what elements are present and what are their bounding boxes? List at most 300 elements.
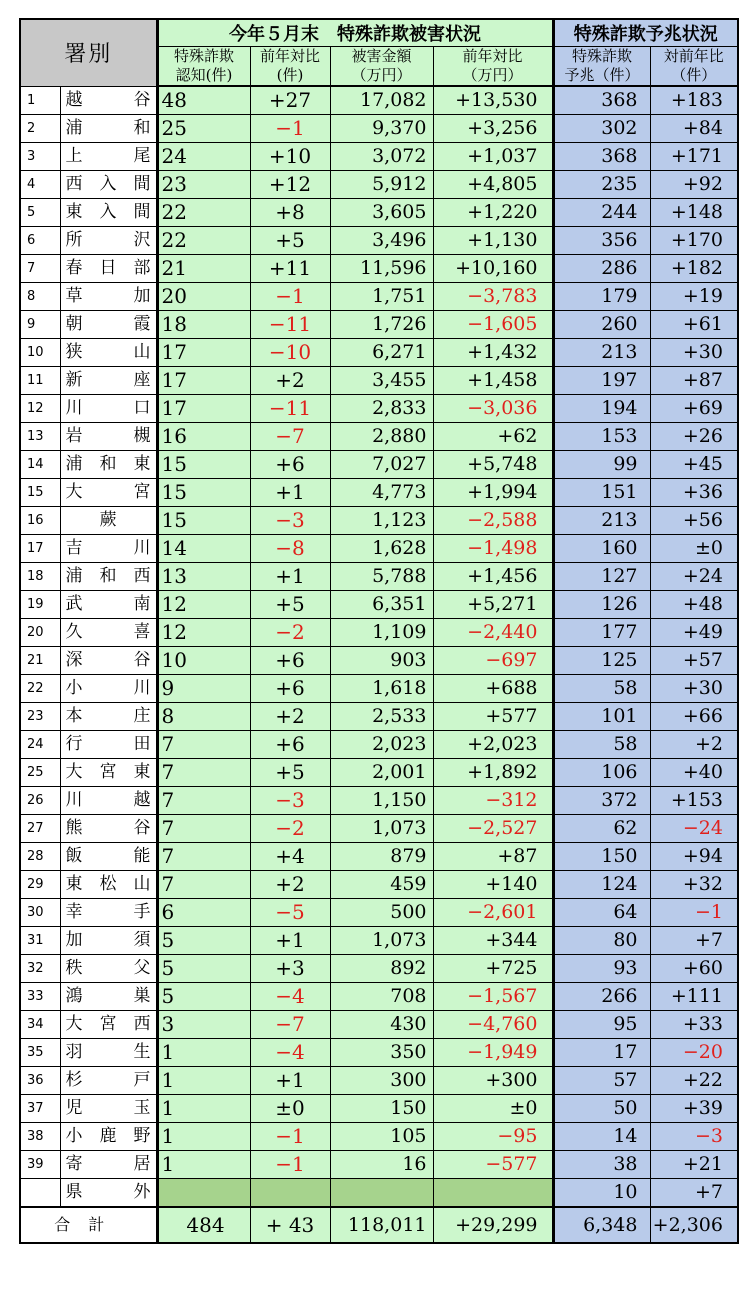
amount-diff: +1,892 (433, 759, 553, 787)
station-name (60, 871, 157, 899)
sign-diff: +60 (650, 955, 738, 983)
table-row (20, 983, 738, 1011)
empty-cell (157, 1179, 250, 1208)
cases-count: 1 (157, 1039, 250, 1067)
sign-diff: +171 (650, 143, 738, 171)
cases-count: 5 (157, 927, 250, 955)
damage-amount: 1,073 (330, 815, 433, 843)
amount-diff: ±0 (433, 1095, 553, 1123)
amount-diff: −1,567 (433, 983, 553, 1011)
cases-count: 7 (157, 815, 250, 843)
sign-diff: +30 (650, 339, 738, 367)
col-header-amount-diff (433, 47, 553, 87)
station-name (60, 367, 157, 395)
damage-amount: 105 (330, 1123, 433, 1151)
amount-diff: +87 (433, 843, 553, 871)
damage-amount: 2,001 (330, 759, 433, 787)
table-row (20, 759, 738, 787)
sign-count: 93 (553, 955, 650, 983)
station-name-text: 寄 居 (65, 1154, 151, 1174)
sign-diff: +39 (650, 1095, 738, 1123)
cases-count: 15 (157, 507, 250, 535)
station-name (60, 143, 157, 171)
sign-count: 80 (553, 927, 650, 955)
sign-count: 260 (553, 311, 650, 339)
sign-diff: +7 (650, 927, 738, 955)
col-header-line: 前年対比 (462, 47, 523, 65)
station-name (60, 507, 157, 535)
cases-diff: +3 (250, 955, 330, 983)
cases-count: 7 (157, 843, 250, 871)
row-number: 23 (20, 703, 60, 731)
table-row (20, 283, 738, 311)
amount-diff: +1,994 (433, 479, 553, 507)
col-header-cases-diff (250, 47, 330, 87)
station-name (60, 1095, 157, 1123)
station-name-text: 大 宮 西 (65, 1014, 151, 1034)
sign-diff: +61 (650, 311, 738, 339)
cases-count: 18 (157, 311, 250, 339)
station-name-text: 小 鹿 野 (65, 1126, 151, 1146)
damage-amount: 892 (330, 955, 433, 983)
sign-diff: −3 (650, 1123, 738, 1151)
station-name-text: 上 尾 (65, 146, 151, 166)
table-row (20, 227, 738, 255)
cases-diff: −2 (250, 619, 330, 647)
col-header-line: 予兆（件） (564, 66, 640, 84)
station-name-text: 浦 和 西 (65, 566, 151, 586)
sign-count: 235 (553, 171, 650, 199)
row-number: 25 (20, 759, 60, 787)
damage-amount: 350 (330, 1039, 433, 1067)
table-row (20, 311, 738, 339)
station-name (60, 423, 157, 451)
row-number: 39 (20, 1151, 60, 1179)
damage-amount: 300 (330, 1067, 433, 1095)
table-row (20, 255, 738, 283)
row-number: 3 (20, 143, 60, 171)
cases-count: 24 (157, 143, 250, 171)
damage-amount: 4,773 (330, 479, 433, 507)
damage-amount: 16 (330, 1151, 433, 1179)
cases-count: 23 (157, 171, 250, 199)
amount-diff: +1,458 (433, 367, 553, 395)
damage-amount: 3,072 (330, 143, 433, 171)
station-name (60, 927, 157, 955)
cases-count: 1 (157, 1095, 250, 1123)
sign-diff: +32 (650, 871, 738, 899)
station-name-text: 飯 能 (65, 846, 151, 866)
table-row (20, 423, 738, 451)
row-number: 17 (20, 535, 60, 563)
sign-count: 17 (553, 1039, 650, 1067)
station-name-text: 大 宮 (65, 482, 151, 502)
table-row (20, 395, 738, 423)
total-signs: 6,348 (553, 1207, 650, 1243)
damage-amount: 3,455 (330, 367, 433, 395)
station-name (60, 199, 157, 227)
cases-diff: −11 (250, 311, 330, 339)
amount-diff: −2,440 (433, 619, 553, 647)
station-name (60, 619, 157, 647)
sign-count: 372 (553, 787, 650, 815)
sign-count: 150 (553, 843, 650, 871)
station-name (60, 395, 157, 423)
damage-amount: 2,833 (330, 395, 433, 423)
sign-count: 38 (553, 1151, 650, 1179)
table-row (20, 1067, 738, 1095)
col-header-signs-diff (650, 47, 738, 87)
table-row (20, 871, 738, 899)
sign-count: 50 (553, 1095, 650, 1123)
sign-count: 95 (553, 1011, 650, 1039)
table-row (20, 619, 738, 647)
sign-diff: −20 (650, 1039, 738, 1067)
cases-count: 14 (157, 535, 250, 563)
damage-amount: 430 (330, 1011, 433, 1039)
cases-diff: +27 (250, 86, 330, 115)
sign-count: 151 (553, 479, 650, 507)
station-name-text: 幸 手 (65, 902, 151, 922)
station-name-text: 県 外 (65, 1182, 151, 1202)
station-name (60, 339, 157, 367)
station-name-text: 川 越 (65, 790, 151, 810)
damage-amount: 5,912 (330, 171, 433, 199)
row-number: 24 (20, 731, 60, 759)
station-name-text: 西 入 間 (65, 174, 151, 194)
sign-diff: +19 (650, 283, 738, 311)
cases-count: 15 (157, 451, 250, 479)
table-row (20, 1123, 738, 1151)
sign-diff: +94 (650, 843, 738, 871)
col-header-line: 特殊詐欺 (571, 47, 632, 65)
damage-amount: 1,150 (330, 787, 433, 815)
cases-diff: +1 (250, 927, 330, 955)
amount-diff: +577 (433, 703, 553, 731)
row-number: 19 (20, 591, 60, 619)
station-name (60, 1179, 157, 1208)
cases-count: 48 (157, 86, 250, 115)
sign-count: 153 (553, 423, 650, 451)
sign-count: 127 (553, 563, 650, 591)
station-name-text: 新 座 (65, 370, 151, 390)
row-number: 28 (20, 843, 60, 871)
table-row (20, 479, 738, 507)
cases-count: 1 (157, 1067, 250, 1095)
cases-count: 8 (157, 703, 250, 731)
col-header-amount (330, 47, 433, 87)
amount-diff: −312 (433, 787, 553, 815)
amount-diff: +1,220 (433, 199, 553, 227)
table-row (20, 86, 738, 115)
row-number-empty (20, 1179, 60, 1208)
station-name (60, 815, 157, 843)
station-name-text: 武 南 (65, 594, 151, 614)
cases-diff: −1 (250, 115, 330, 143)
station-name (60, 703, 157, 731)
station-name-text: 久 喜 (65, 622, 151, 642)
station-name (60, 731, 157, 759)
damage-amount: 708 (330, 983, 433, 1011)
row-number: 21 (20, 647, 60, 675)
row-number: 38 (20, 1123, 60, 1151)
damage-amount: 1,726 (330, 311, 433, 339)
table-row (20, 787, 738, 815)
row-number: 26 (20, 787, 60, 815)
total-row (20, 1207, 738, 1243)
amount-diff: +300 (433, 1067, 553, 1095)
table-row-outside (20, 1179, 738, 1208)
table-row (20, 563, 738, 591)
row-number: 10 (20, 339, 60, 367)
damage-amount: 3,605 (330, 199, 433, 227)
damage-amount: 1,628 (330, 535, 433, 563)
amount-diff: −2,601 (433, 899, 553, 927)
sign-status-header: 特殊詐欺予兆状況 (553, 19, 738, 47)
sign-diff: +148 (650, 199, 738, 227)
station-name-text: 川 口 (65, 398, 151, 418)
cases-count: 7 (157, 731, 250, 759)
station-name (60, 1123, 157, 1151)
cases-count: 6 (157, 899, 250, 927)
station-name (60, 479, 157, 507)
sign-count: 99 (553, 451, 650, 479)
sign-count: 356 (553, 227, 650, 255)
cases-diff: +10 (250, 143, 330, 171)
cases-diff: +11 (250, 255, 330, 283)
sign-count: 266 (553, 983, 650, 1011)
station-name (60, 983, 157, 1011)
col-header-line: (件) (276, 66, 304, 84)
damage-amount: 5,788 (330, 563, 433, 591)
station-name (60, 311, 157, 339)
row-number: 13 (20, 423, 60, 451)
sign-diff: +24 (650, 563, 738, 591)
row-number: 8 (20, 283, 60, 311)
sign-count: 244 (553, 199, 650, 227)
table-row (20, 647, 738, 675)
sign-diff: +7 (650, 1179, 738, 1208)
station-name-text: 熊 谷 (65, 818, 151, 838)
station-name-text: 東 入 間 (65, 202, 151, 222)
amount-diff: +13,530 (433, 86, 553, 115)
col-header-cases (157, 47, 250, 87)
sign-diff: +69 (650, 395, 738, 423)
sign-diff: +57 (650, 647, 738, 675)
station-name (60, 86, 157, 115)
empty-cell (250, 1179, 330, 1208)
station-name-text: 深 谷 (65, 650, 151, 670)
sign-count: 302 (553, 115, 650, 143)
col-header-line: 認知(件) (175, 66, 233, 84)
cases-count: 10 (157, 647, 250, 675)
damage-status-header: 今年５月末 特殊詐欺被害状況 (157, 19, 553, 47)
cases-count: 20 (157, 283, 250, 311)
station-name (60, 171, 157, 199)
row-number: 12 (20, 395, 60, 423)
station-name-text: 鴻 巣 (65, 986, 151, 1006)
cases-count: 12 (157, 591, 250, 619)
cases-count: 22 (157, 227, 250, 255)
cases-diff: +2 (250, 367, 330, 395)
cases-count: 7 (157, 871, 250, 899)
sign-diff: +2 (650, 731, 738, 759)
cases-diff: +5 (250, 591, 330, 619)
cases-count: 17 (157, 395, 250, 423)
amount-diff: −2,588 (433, 507, 553, 535)
stats-table-container (19, 18, 739, 1244)
row-number: 7 (20, 255, 60, 283)
cases-count: 13 (157, 563, 250, 591)
amount-diff: +1,432 (433, 339, 553, 367)
station-name-text: 狭 山 (65, 342, 151, 362)
station-name-text: 浦 和 東 (65, 454, 151, 474)
row-number: 9 (20, 311, 60, 339)
table-row (20, 703, 738, 731)
sign-count: 126 (553, 591, 650, 619)
cases-count: 25 (157, 115, 250, 143)
cases-diff: +6 (250, 731, 330, 759)
cases-count: 1 (157, 1151, 250, 1179)
cases-diff: −5 (250, 899, 330, 927)
sign-count: 14 (553, 1123, 650, 1151)
damage-amount: 3,496 (330, 227, 433, 255)
cases-diff: +1 (250, 563, 330, 591)
sign-count: 286 (553, 255, 650, 283)
table-row (20, 535, 738, 563)
table-row (20, 955, 738, 983)
sign-diff: +170 (650, 227, 738, 255)
sign-diff: +26 (650, 423, 738, 451)
station-name-text: 秩 父 (65, 958, 151, 978)
station-name (60, 451, 157, 479)
damage-amount: 1,618 (330, 675, 433, 703)
station-name (60, 759, 157, 787)
row-number: 33 (20, 983, 60, 1011)
sign-diff: +22 (650, 1067, 738, 1095)
sign-diff: +45 (650, 451, 738, 479)
sign-diff: +48 (650, 591, 738, 619)
table-row (20, 1011, 738, 1039)
cases-count: 15 (157, 479, 250, 507)
total-cases: 484 (157, 1207, 250, 1243)
station-name-text: 朝 霞 (65, 314, 151, 334)
cases-diff: +1 (250, 1067, 330, 1095)
sign-count: 197 (553, 367, 650, 395)
station-name-text: 行 田 (65, 734, 151, 754)
damage-amount: 1,123 (330, 507, 433, 535)
table-row (20, 843, 738, 871)
amount-diff: −3,783 (433, 283, 553, 311)
sign-count: 160 (553, 535, 650, 563)
station-name (60, 955, 157, 983)
cases-count: 3 (157, 1011, 250, 1039)
sign-count: 125 (553, 647, 650, 675)
cases-diff: −4 (250, 1039, 330, 1067)
damage-amount: 11,596 (330, 255, 433, 283)
cases-diff: −3 (250, 507, 330, 535)
row-number: 34 (20, 1011, 60, 1039)
station-name-text: 草 加 (65, 286, 151, 306)
amount-diff: +1,037 (433, 143, 553, 171)
station-name (60, 255, 157, 283)
cases-diff: +5 (250, 759, 330, 787)
total-cases-diff: + 43 (250, 1207, 330, 1243)
sign-diff: +30 (650, 675, 738, 703)
sign-count: 64 (553, 899, 650, 927)
damage-amount: 500 (330, 899, 433, 927)
total-amount: 118,011 (330, 1207, 433, 1243)
amount-diff: +5,748 (433, 451, 553, 479)
sign-diff: +84 (650, 115, 738, 143)
station-name-text: 春 日 部 (65, 258, 151, 278)
cases-count: 21 (157, 255, 250, 283)
sign-count: 213 (553, 507, 650, 535)
table-row (20, 115, 738, 143)
cases-diff: −10 (250, 339, 330, 367)
row-number: 30 (20, 899, 60, 927)
cases-diff: −8 (250, 535, 330, 563)
amount-diff: +140 (433, 871, 553, 899)
damage-amount: 1,109 (330, 619, 433, 647)
amount-diff: +725 (433, 955, 553, 983)
table-row (20, 199, 738, 227)
cases-diff: −11 (250, 395, 330, 423)
row-number: 14 (20, 451, 60, 479)
row-number: 2 (20, 115, 60, 143)
cases-diff: −7 (250, 1011, 330, 1039)
cases-count: 1 (157, 1123, 250, 1151)
sign-diff: +92 (650, 171, 738, 199)
row-number: 5 (20, 199, 60, 227)
station-name (60, 1067, 157, 1095)
cases-diff: +6 (250, 675, 330, 703)
row-number: 32 (20, 955, 60, 983)
amount-diff: +4,805 (433, 171, 553, 199)
station-name-text: 所 沢 (65, 230, 151, 250)
row-number: 27 (20, 815, 60, 843)
station-name-text: 杉 戸 (65, 1070, 151, 1090)
station-name-text: 東 松 山 (65, 874, 151, 894)
station-name (60, 899, 157, 927)
cases-diff: −1 (250, 1123, 330, 1151)
sign-diff: +182 (650, 255, 738, 283)
amount-diff: −3,036 (433, 395, 553, 423)
table-row (20, 927, 738, 955)
sign-count: 58 (553, 675, 650, 703)
fraud-stats-table (19, 18, 739, 1244)
sign-count: 213 (553, 339, 650, 367)
amount-diff: +1,130 (433, 227, 553, 255)
cases-diff: +6 (250, 451, 330, 479)
table-row (20, 1095, 738, 1123)
cases-diff: −1 (250, 283, 330, 311)
station-name-text: 蕨 (99, 510, 117, 530)
table-row (20, 899, 738, 927)
sign-diff: +87 (650, 367, 738, 395)
row-number: 18 (20, 563, 60, 591)
station-name (60, 1011, 157, 1039)
col-header-line: （万円） (351, 66, 412, 84)
sign-diff: +66 (650, 703, 738, 731)
amount-diff: −697 (433, 647, 553, 675)
row-number: 1 (20, 86, 60, 115)
sign-diff: +40 (650, 759, 738, 787)
damage-amount: 1,751 (330, 283, 433, 311)
station-name-text: 岩 槻 (65, 426, 151, 446)
station-name-text: 羽 生 (65, 1042, 151, 1062)
sign-count: 57 (553, 1067, 650, 1095)
